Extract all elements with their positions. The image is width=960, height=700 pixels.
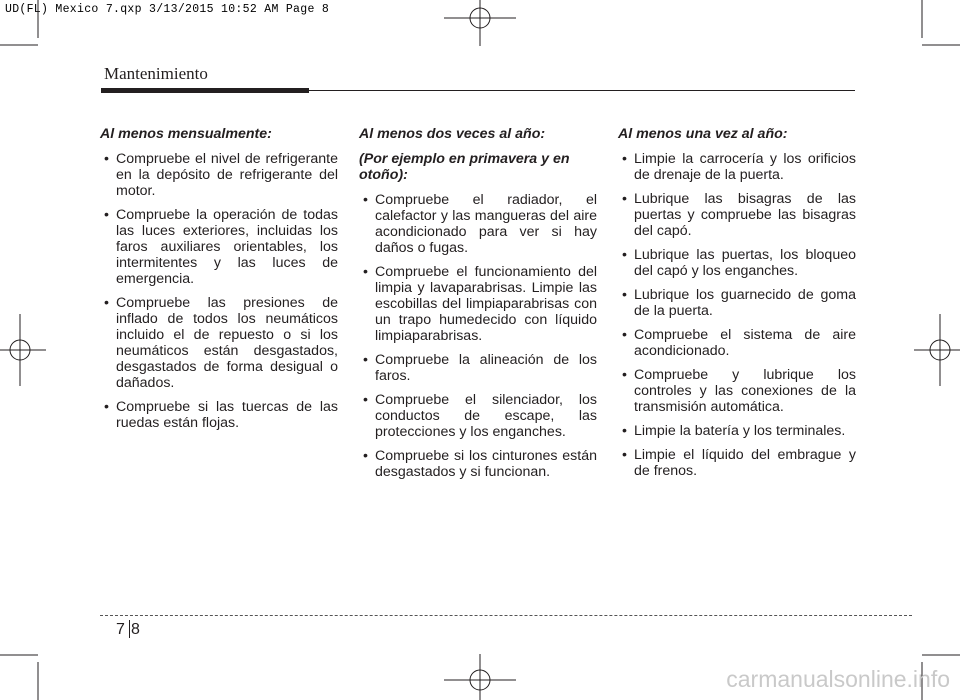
list-item: • Compruebe el radiador, el calefactor y las mangueras del aire acondicionado para ver si hay daños o fugas.	[359, 192, 597, 256]
registration-mark-left	[0, 314, 46, 386]
watermark: carmanualsonline.info	[726, 666, 950, 692]
list-item: • Compruebe la alineación de los faros.	[359, 352, 597, 384]
list-item: • Compruebe el silenciador, los conductos de escape, las protecciones y los enganches.	[359, 392, 597, 440]
list-item: • Lubrique los guarnecido de goma de la puerta.	[618, 287, 856, 319]
registration-mark-right	[914, 314, 960, 386]
print-slug: UD(FL) Mexico 7.qxp 3/13/2015 10:52 AM Page 8	[5, 3, 330, 16]
list-item: • Limpie la carrocería y los orificios de drenaje de la puerta.	[618, 151, 856, 183]
list-item: • Lubrique las puertas, los bloqueo del capó y los enganches.	[618, 247, 856, 279]
list-item: • Limpie el líquido del embrague y de frenos.	[618, 447, 856, 479]
footer-rule	[100, 615, 912, 616]
list-item: • Lubrique las bisagras de las puertas y compruebe las bisagras del capó.	[618, 191, 856, 239]
list-item: • Compruebe las presiones de inflado de todos los neumáticos incluido el de repuesto o si los neumáticos están desgastados, desgastados de forma desigual o dañados.	[100, 295, 338, 391]
column-yearly	[618, 126, 856, 487]
list-item: • Compruebe si los cinturones están desgastados y si funcionan.	[359, 448, 597, 480]
column-subheading: (Por ejemplo en primavera y en otoño):	[359, 151, 570, 183]
page-number: 8	[131, 621, 140, 638]
list-item: • Limpie la batería y los terminales.	[618, 423, 856, 439]
section-title: Mantenimiento	[104, 64, 208, 83]
list-item: • Compruebe si las tuercas de las ruedas están flojas.	[100, 399, 338, 431]
column-heading: Al menos mensualmente:	[100, 126, 272, 142]
column-monthly	[100, 126, 338, 439]
list-item: • Compruebe el funcionamiento del limpia y lavaparabrisas. Limpie las escobillas del limpiaparabrisas con un trapo humedecido con líquido limpiaparabrisas.	[359, 264, 597, 344]
list-item: • Compruebe el sistema de aire acondicionado.	[618, 327, 856, 359]
column-heading: Al menos una vez al año:	[618, 126, 788, 142]
page-number-divider	[129, 620, 130, 638]
list-item: • Compruebe la operación de todas las luces exteriores, incluidas los faros auxiliares orientables, los intermitentes y las luces de emergencia.	[100, 207, 338, 287]
column-twice-yearly	[359, 126, 597, 488]
column-heading: Al menos dos veces al año:	[359, 126, 546, 142]
title-underline-thick	[101, 88, 309, 93]
title-underline-thin	[309, 90, 855, 91]
list-item: • Compruebe el nivel de refrigerante en la depósito de refrigerante del motor.	[100, 151, 338, 199]
list-item: • Compruebe y lubrique los controles y las conexiones de la transmisión automática.	[618, 367, 856, 415]
page-chapter-number: 7	[116, 621, 125, 638]
registration-mark-bottom	[444, 654, 516, 700]
registration-mark-top	[444, 0, 516, 46]
